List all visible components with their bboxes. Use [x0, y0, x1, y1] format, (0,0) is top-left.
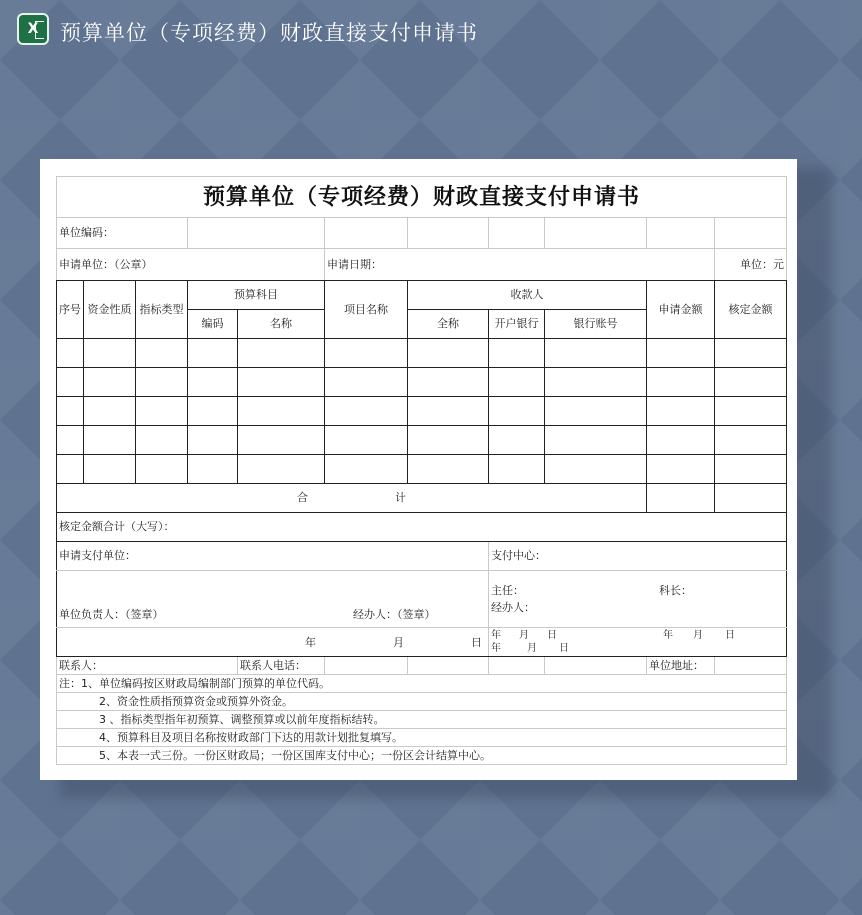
data-cell[interactable]: [715, 339, 787, 368]
table-row: [57, 397, 787, 426]
unit-address-value[interactable]: [715, 657, 787, 675]
header-project-name: 项目名称: [325, 281, 408, 339]
data-cell[interactable]: [325, 339, 408, 368]
handler-label-left: 经办人：（签章）: [353, 607, 436, 621]
data-cell[interactable]: [84, 397, 136, 426]
header-payee-bank: 开户银行: [489, 310, 545, 339]
signature-left-block: [57, 571, 489, 628]
data-cell[interactable]: [188, 455, 238, 484]
data-cell[interactable]: [647, 397, 715, 426]
data-cell[interactable]: [57, 426, 84, 455]
data-cell[interactable]: [408, 455, 489, 484]
data-cell[interactable]: [238, 426, 325, 455]
unit-leader-label: 单位负责人：（签章）: [59, 607, 164, 621]
pay-center-label: 支付中心：: [489, 542, 787, 571]
total-row-label: [57, 484, 647, 513]
date-right-day-3: 日: [725, 630, 735, 641]
data-cell[interactable]: [84, 426, 136, 455]
data-cell[interactable]: [136, 397, 188, 426]
note-3: 3 、指标类型指年初预算、调整预算或以前年度指标结转。: [57, 711, 787, 729]
data-cell[interactable]: [408, 368, 489, 397]
date-left-month: 月: [393, 636, 404, 649]
date-right-year-3: 年: [663, 630, 673, 641]
table-row: [57, 368, 787, 397]
table-row: [57, 426, 787, 455]
data-cell[interactable]: [238, 368, 325, 397]
data-cell[interactable]: [715, 368, 787, 397]
data-cell[interactable]: [136, 339, 188, 368]
data-cell[interactable]: [545, 455, 647, 484]
currency-label: 单位：元: [715, 249, 787, 281]
data-cell[interactable]: [545, 397, 647, 426]
data-cell[interactable]: [489, 368, 545, 397]
data-cell[interactable]: [647, 455, 715, 484]
data-cell[interactable]: [408, 397, 489, 426]
header-fund-nature: 资金性质: [84, 281, 136, 339]
data-cell[interactable]: [647, 339, 715, 368]
date-right-year: 年: [491, 630, 501, 641]
data-cell[interactable]: [57, 455, 84, 484]
handler-label-right: 经办人：: [491, 601, 535, 614]
unit-code-cell[interactable]: [715, 218, 787, 249]
signature-right-block: [489, 571, 787, 628]
total-label-2: 计: [395, 491, 406, 505]
data-cell[interactable]: [238, 455, 325, 484]
data-cell[interactable]: [57, 368, 84, 397]
table-row: [57, 455, 787, 484]
data-cell[interactable]: [84, 339, 136, 368]
data-cell[interactable]: [715, 397, 787, 426]
header-approved-amount: 核定金额: [715, 281, 787, 339]
data-cell[interactable]: [188, 397, 238, 426]
header-seq: 序号: [57, 281, 84, 339]
data-cell[interactable]: [545, 426, 647, 455]
data-cell[interactable]: [325, 455, 408, 484]
data-cell[interactable]: [715, 426, 787, 455]
date-left-year: 年: [305, 636, 316, 649]
apply-unit-label: 申请单位：（公章）: [57, 249, 325, 281]
blank-cell[interactable]: [489, 657, 545, 675]
form-title: 预算单位（专项经费）财政直接支付申请书: [57, 177, 787, 218]
data-cell[interactable]: [647, 426, 715, 455]
date-right-month-3: 月: [693, 630, 703, 641]
data-cell[interactable]: [489, 426, 545, 455]
date-right-month: 月: [519, 630, 529, 641]
data-cell[interactable]: [489, 339, 545, 368]
data-cell[interactable]: [408, 426, 489, 455]
unit-address-label: 单位地址：: [647, 657, 715, 675]
data-cell[interactable]: [545, 339, 647, 368]
data-cell[interactable]: [325, 368, 408, 397]
blank-cell[interactable]: [545, 657, 647, 675]
table-row: [57, 339, 787, 368]
data-cell[interactable]: [545, 368, 647, 397]
excel-icon: X: [17, 13, 49, 45]
data-cell[interactable]: [136, 368, 188, 397]
data-cell[interactable]: [489, 455, 545, 484]
data-cell[interactable]: [136, 455, 188, 484]
note-2: 2、资金性质指预算资金或预算外资金。: [57, 693, 787, 711]
data-cell[interactable]: [408, 339, 489, 368]
header-apply-amount: 申请金额: [647, 281, 715, 339]
data-cell[interactable]: [188, 339, 238, 368]
date-left-day: 日: [471, 636, 482, 649]
approved-total-label: 核定金额合计（大写）：: [57, 513, 787, 542]
data-cell[interactable]: [325, 397, 408, 426]
unit-code-label: 单位编码：: [57, 218, 188, 249]
total-approved-amount[interactable]: [715, 484, 787, 513]
date-right: [489, 628, 787, 657]
contact-phone-label: 联系人电话：: [238, 657, 325, 675]
data-cell[interactable]: [647, 368, 715, 397]
unit-code-cell[interactable]: [408, 218, 489, 249]
header-budget-subject: 预算科目: [188, 281, 325, 310]
header-payee-full-name: 全称: [408, 310, 489, 339]
note-1: 注：1、单位编码按区财政局编制部门预算的单位代码。: [57, 675, 787, 693]
blank-cell[interactable]: [408, 657, 489, 675]
date-right-day: 日: [547, 630, 557, 641]
director-label: 主任：: [491, 584, 524, 597]
unit-code-cell[interactable]: [647, 218, 715, 249]
apply-date-label: 申请日期：: [325, 249, 715, 281]
application-form-table: [56, 176, 787, 765]
data-cell[interactable]: [136, 426, 188, 455]
data-cell[interactable]: [84, 368, 136, 397]
data-cell[interactable]: [715, 455, 787, 484]
data-cell[interactable]: [325, 426, 408, 455]
header-budget-name: 名称: [238, 310, 325, 339]
date-right-day-2: 日: [559, 643, 569, 654]
unit-code-cell[interactable]: [489, 218, 545, 249]
data-cell[interactable]: [57, 339, 84, 368]
app-header: [0, 0, 862, 70]
note-4: 4、预算科目及项目名称按财政部门下达的用款计划批复填写。: [57, 729, 787, 747]
unit-code-cell[interactable]: [325, 218, 408, 249]
total-label-1: 合: [297, 491, 308, 505]
note-5: 5、本表一式三份。一份区财政局；一份区国库支付中心；一份区会计结算中心。: [57, 747, 787, 765]
spreadsheet-sheet: [40, 159, 797, 780]
unit-code-value[interactable]: [188, 218, 325, 249]
header-payee: 收款人: [408, 281, 647, 310]
date-right-year-2: 年: [491, 643, 501, 654]
data-cell[interactable]: [84, 455, 136, 484]
unit-code-cell[interactable]: [545, 218, 647, 249]
total-apply-amount[interactable]: [647, 484, 715, 513]
header-budget-code: 编码: [188, 310, 238, 339]
contact-label: 联系人：: [57, 657, 238, 675]
data-cell[interactable]: [238, 339, 325, 368]
data-cell[interactable]: [489, 397, 545, 426]
data-cell[interactable]: [188, 426, 238, 455]
app-title: 预算单位（专项经费）财政直接支付申请书: [60, 21, 478, 45]
header-index-type: 指标类型: [136, 281, 188, 339]
section-chief-label: 科长：: [659, 584, 692, 597]
header-payee-account: 银行账号: [545, 310, 647, 339]
data-cell[interactable]: [57, 397, 84, 426]
apply-pay-unit-label: 申请支付单位：: [57, 542, 489, 571]
contact-phone-value[interactable]: [325, 657, 408, 675]
date-right-month-2: 月: [527, 643, 537, 654]
date-left: [57, 628, 489, 657]
data-cell[interactable]: [188, 368, 238, 397]
data-cell[interactable]: [238, 397, 325, 426]
